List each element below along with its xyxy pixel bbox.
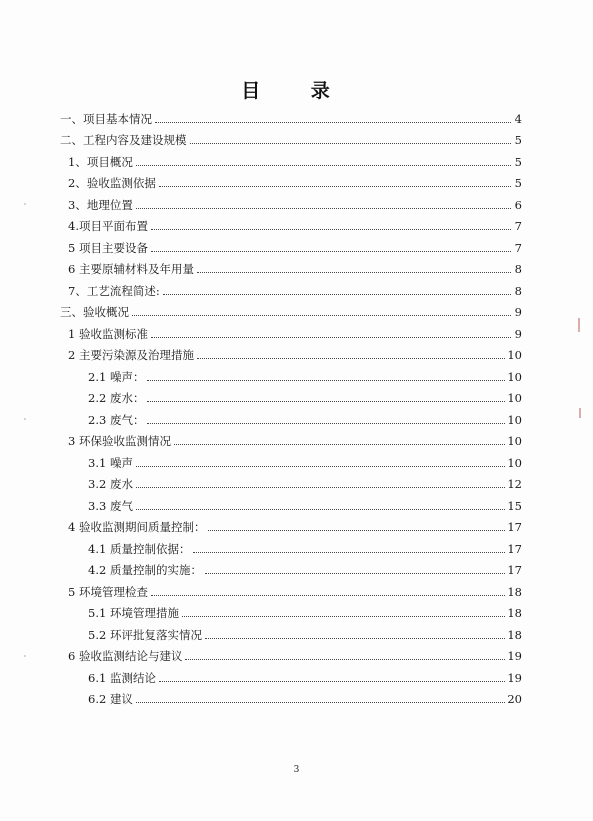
toc-entry [60,147,522,169]
toc-entry-page: 9 [514,326,522,341]
toc-entry [60,362,522,384]
toc-entry-page: 6 [514,197,522,212]
toc-entry [60,255,522,277]
toc-entry-label: 6.2 建议 [88,692,133,706]
toc-entry-label: 4.2 质量控制的实施： [88,563,202,577]
toc-entry-label: 3、地理位置 [68,197,133,212]
toc-entry-label: 2 主要污染源及治理措施 [68,348,194,362]
toc-entry-page: 17 [507,563,522,577]
toc-entry-label: 6 主要原辅材料及年用量 [68,262,194,276]
toc-leader-dots [147,423,505,424]
toc-leader-dots [147,401,505,402]
toc-entry [60,276,522,298]
toc-entry [60,663,522,685]
toc-entry-label: 一、项目基本情况 [60,111,152,126]
toc-leader-dots [159,681,505,682]
toc-leader-dots [151,229,511,230]
toc-entry-page: 4 [514,111,522,126]
toc-entry-page: 10 [507,412,522,427]
toc-entry-label: 4 验收监测期间质量控制： [68,520,206,534]
toc-leader-dots [155,122,511,123]
toc-entry [60,513,522,535]
toc-entry-label: 2、验收监测依据 [68,176,156,190]
toc-leader-dots [163,294,511,295]
toc-entry-label: 2.1 噪声： [88,369,145,384]
toc-leader-dots [132,315,511,316]
toc-leader-dots [151,251,511,252]
toc-entry-page: 10 [507,455,522,470]
toc-entry-label: 2.2 废水： [88,391,145,405]
toc-leader-dots [205,573,505,574]
scan-speck [24,418,26,420]
toc-entry-page: 8 [514,283,522,298]
toc-entry-page: 19 [507,670,522,685]
toc-entry [60,169,522,191]
toc-entry-label: 4.项目平面布置 [68,219,148,233]
toc-entry [60,470,522,492]
toc-entry-label: 三、验收概况 [60,305,129,319]
toc-entry [60,319,522,341]
toc-leader-dots [185,659,505,660]
toc-entry [60,620,522,642]
toc-leader-dots [136,466,505,467]
toc-leader-dots [151,595,505,596]
toc-entry-label: 3.3 废气 [88,498,133,513]
toc-entry [60,233,522,255]
toc-leader-dots [159,186,511,187]
toc-entry-page: 17 [507,520,522,534]
toc-entry-page: 12 [507,477,522,491]
toc-entry-page: 7 [514,240,522,255]
toc-entry [60,126,522,148]
toc-entry-label: 7、工艺流程简述: [68,283,160,298]
toc-entry-label: 3.2 废水 [88,477,133,491]
toc-leader-dots [136,208,511,209]
toc-entry-page: 9 [514,305,522,319]
toc-entry-page: 18 [507,584,522,599]
toc-entry-label: 二、工程内容及建设规模 [60,133,187,147]
toc-entry-page: 10 [507,391,522,405]
toc-leader-dots [197,358,505,359]
toc-entry-label: 6.1 监测结论 [88,670,156,685]
page-number: 3 [293,765,300,775]
toc-leader-dots [182,616,505,617]
toc-entry [60,642,522,664]
toc-entry-page: 10 [507,348,522,362]
toc-entry-page: 20 [507,692,522,706]
toc-entry-label: 6 验收监测结论与建议 [68,649,183,663]
toc-entry [60,491,522,513]
toc-entry-page: 8 [514,262,522,276]
toc-entry [60,212,522,234]
toc-entry [60,341,522,363]
toc-leader-dots [208,530,505,531]
toc-entry [60,534,522,556]
page-title: 目 录 [241,80,352,102]
toc-entry-page: 10 [507,434,522,448]
toc-leader-dots [147,380,505,381]
toc-entry-page: 15 [507,498,522,513]
toc-entry [60,298,522,320]
toc-entry-label: 3.1 噪声 [88,455,133,470]
toc-entry [60,104,522,126]
toc-entry [60,405,522,427]
toc-leader-dots [197,272,511,273]
toc-entry-page: 5 [514,176,522,190]
toc-entry-page: 19 [507,649,522,663]
toc-leader-dots [136,487,505,488]
toc-entry [60,599,522,621]
toc-entry-label: 5.2 环评批复落实情况 [88,627,202,642]
toc-entry-label: 1 验收监测标准 [68,326,148,341]
toc-entry-page: 17 [507,541,522,556]
toc-entry-label: 5 环境管理检查 [68,584,148,599]
toc-leader-dots [136,165,511,166]
toc-leader-dots [151,337,511,338]
toc-leader-dots [174,444,505,445]
toc-entry [60,427,522,449]
scan-speck [24,203,26,205]
toc-entry-label: 5.1 环境管理措施 [88,606,179,620]
toc-entry [60,448,522,470]
toc-leader-dots [205,638,505,639]
toc-leader-dots [136,702,505,703]
scan-speck [24,655,26,657]
scan-artifact [579,408,581,418]
table-of-contents [60,104,522,706]
toc-leader-dots [190,143,512,144]
toc-entry-label: 2.3 废气： [88,412,145,427]
toc-entry [60,190,522,212]
toc-entry [60,577,522,599]
toc-entry-page: 18 [507,606,522,620]
toc-entry-label: 5 项目主要设备 [68,240,148,255]
toc-entry-label: 1、项目概况 [68,154,133,169]
toc-entry [60,685,522,707]
toc-entry-page: 18 [507,627,522,642]
scan-artifact [578,318,580,332]
toc-entry-page: 7 [514,219,522,233]
toc-entry-label: 4.1 质量控制依据： [88,541,191,556]
toc-entry [60,384,522,406]
toc-leader-dots [136,509,505,510]
toc-entry-page: 5 [514,133,522,147]
toc-entry [60,556,522,578]
toc-entry-label: 3 环保验收监测情况 [68,434,171,448]
toc-entry-page: 10 [507,369,522,384]
toc-entry-page: 5 [514,154,522,169]
toc-leader-dots [193,552,505,553]
